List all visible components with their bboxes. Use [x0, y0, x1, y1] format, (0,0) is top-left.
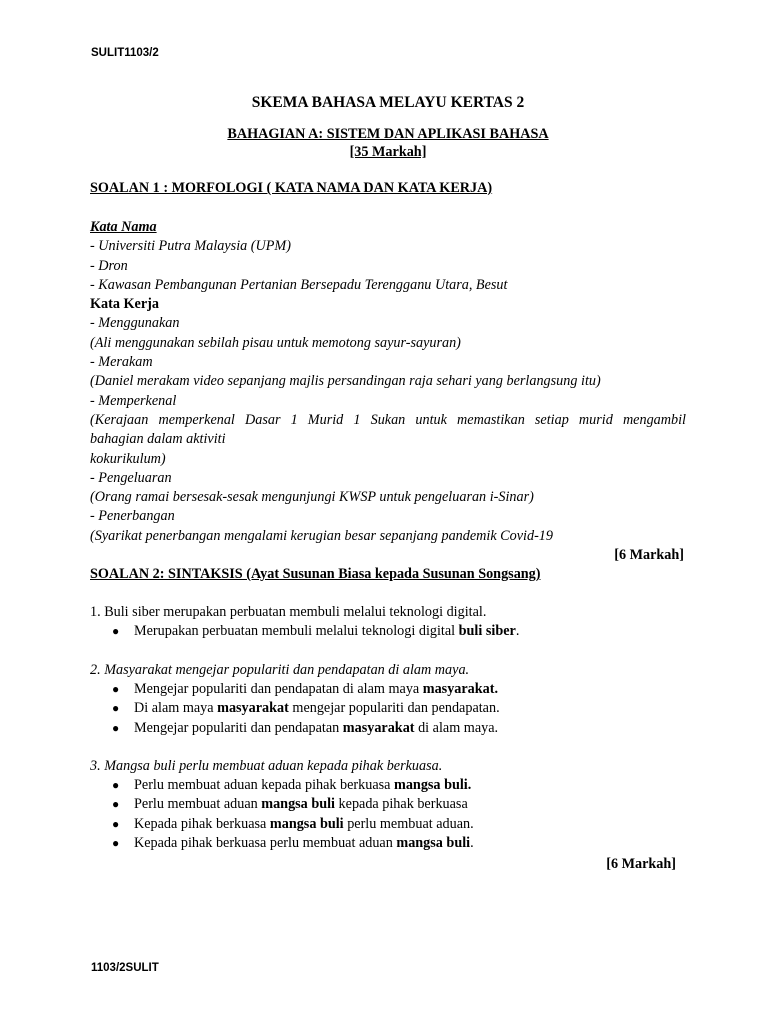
answer-list	[90, 622, 686, 641]
answer-item: ● Di alam maya masyarakat mengejar populariti dan pendapatan.	[112, 699, 686, 718]
section-title: BAHAGIAN A: SISTEM DAN APLIKASI BAHASA	[227, 126, 549, 142]
q2-heading: SOALAN 2: SINTAKSIS (Ayat Susunan Biasa kepada Susunan Songsang)	[90, 566, 541, 583]
bullet-icon: ●	[112, 624, 120, 639]
answer-item: ● Mengejar populariti dan pendapatan di alam maya masyarakat.	[112, 680, 686, 699]
kata-kerja-word: - Pengeluaran	[90, 469, 172, 486]
q1-heading: SOALAN 1 : MORFOLOGI ( KATA NAMA DAN KATA KERJA)	[90, 180, 493, 196]
bullet-icon: ●	[112, 778, 120, 793]
answer-item: ● Mengejar populariti dan pendapatan masyarakat di alam maya.	[112, 719, 686, 738]
answer-item: ● Merupakan perbuatan membuli melalui teknologi digital buli siber.	[112, 622, 686, 641]
kata-kerja-example: (Daniel merakam video sepanjang majlis persandingan raja sehari yang berlangsung itu)	[90, 373, 601, 390]
kata-nama-item: - Universiti Putra Malaysia (UPM)	[90, 238, 291, 255]
kata-kerja-label: Kata Kerja	[90, 296, 159, 313]
kata-kerja-example-cont: kokurikulum)	[90, 450, 166, 467]
kata-kerja-example: (Kerajaan memperkenal Dasar 1 Murid 1 Sukan untuk memastikan setiap murid mengambil	[90, 411, 686, 428]
kata-kerja-word: - Merakam	[90, 354, 153, 371]
q2-marks: [6 Markah]	[606, 856, 676, 873]
answer-item: ● Kepada pihak berkuasa mangsa buli perlu membuat aduan.	[112, 815, 686, 834]
kata-kerja-example: (Orang ramai bersesak-sesak mengunjungi KWSP untuk pengeluaran i-Sinar)	[90, 489, 534, 506]
bullet-icon: ●	[112, 836, 120, 851]
kata-kerja-example: (Ali menggunakan sebilah pisau untuk memotong sayur-sayuran)	[90, 334, 461, 351]
document-body	[90, 92, 686, 874]
q2-sentence: 3. Mangsa buli perlu membuat aduan kepada pihak berkuasa.	[90, 757, 443, 774]
bullet-icon: ●	[112, 816, 120, 831]
page-header: SULIT1103/2	[91, 47, 159, 59]
q2-sentence: 1. Buli siber merupakan perbuatan membuli melalui teknologi digital.	[90, 604, 487, 621]
answer-item: ● Perlu membuat aduan mangsa buli kepada pihak berkuasa	[112, 795, 686, 814]
answer-item: ● Perlu membuat aduan kepada pihak berkuasa mangsa buli.	[112, 776, 686, 795]
answer-list	[90, 680, 686, 738]
kata-kerja-example-cont: bahagian dalam aktiviti	[90, 431, 226, 448]
bullet-icon: ●	[112, 720, 120, 735]
kata-kerja-word: - Penerbangan	[90, 508, 175, 525]
kata-kerja-word: - Memperkenal	[90, 392, 177, 409]
q1-marks: [6 Markah]	[614, 547, 684, 564]
answer-item: ● Kepada pihak berkuasa perlu membuat aduan mangsa buli.	[112, 834, 686, 853]
answer-list	[90, 776, 686, 853]
document-title: SKEMA BAHASA MELAYU KERTAS 2	[251, 94, 525, 111]
kata-nama-label: Kata Nama	[90, 219, 157, 235]
kata-nama-item: - Kawasan Pembangunan Pertanian Bersepadu Terengganu Utara, Besut	[90, 276, 508, 293]
bullet-icon: ●	[112, 701, 120, 716]
q2-sentence: 2. Masyarakat mengejar populariti dan pendapatan di alam maya.	[90, 661, 470, 678]
bullet-icon: ●	[112, 797, 120, 812]
page-footer: 1103/2SULIT	[91, 962, 159, 974]
section-marks: [35 Markah]	[349, 144, 427, 160]
kata-kerja-word: - Menggunakan	[90, 315, 180, 332]
kata-nama-item: - Dron	[90, 257, 128, 274]
bullet-icon: ●	[112, 681, 120, 696]
kata-kerja-example: (Syarikat penerbangan mengalami kerugian besar sepanjang pandemik Covid-19	[90, 527, 553, 544]
